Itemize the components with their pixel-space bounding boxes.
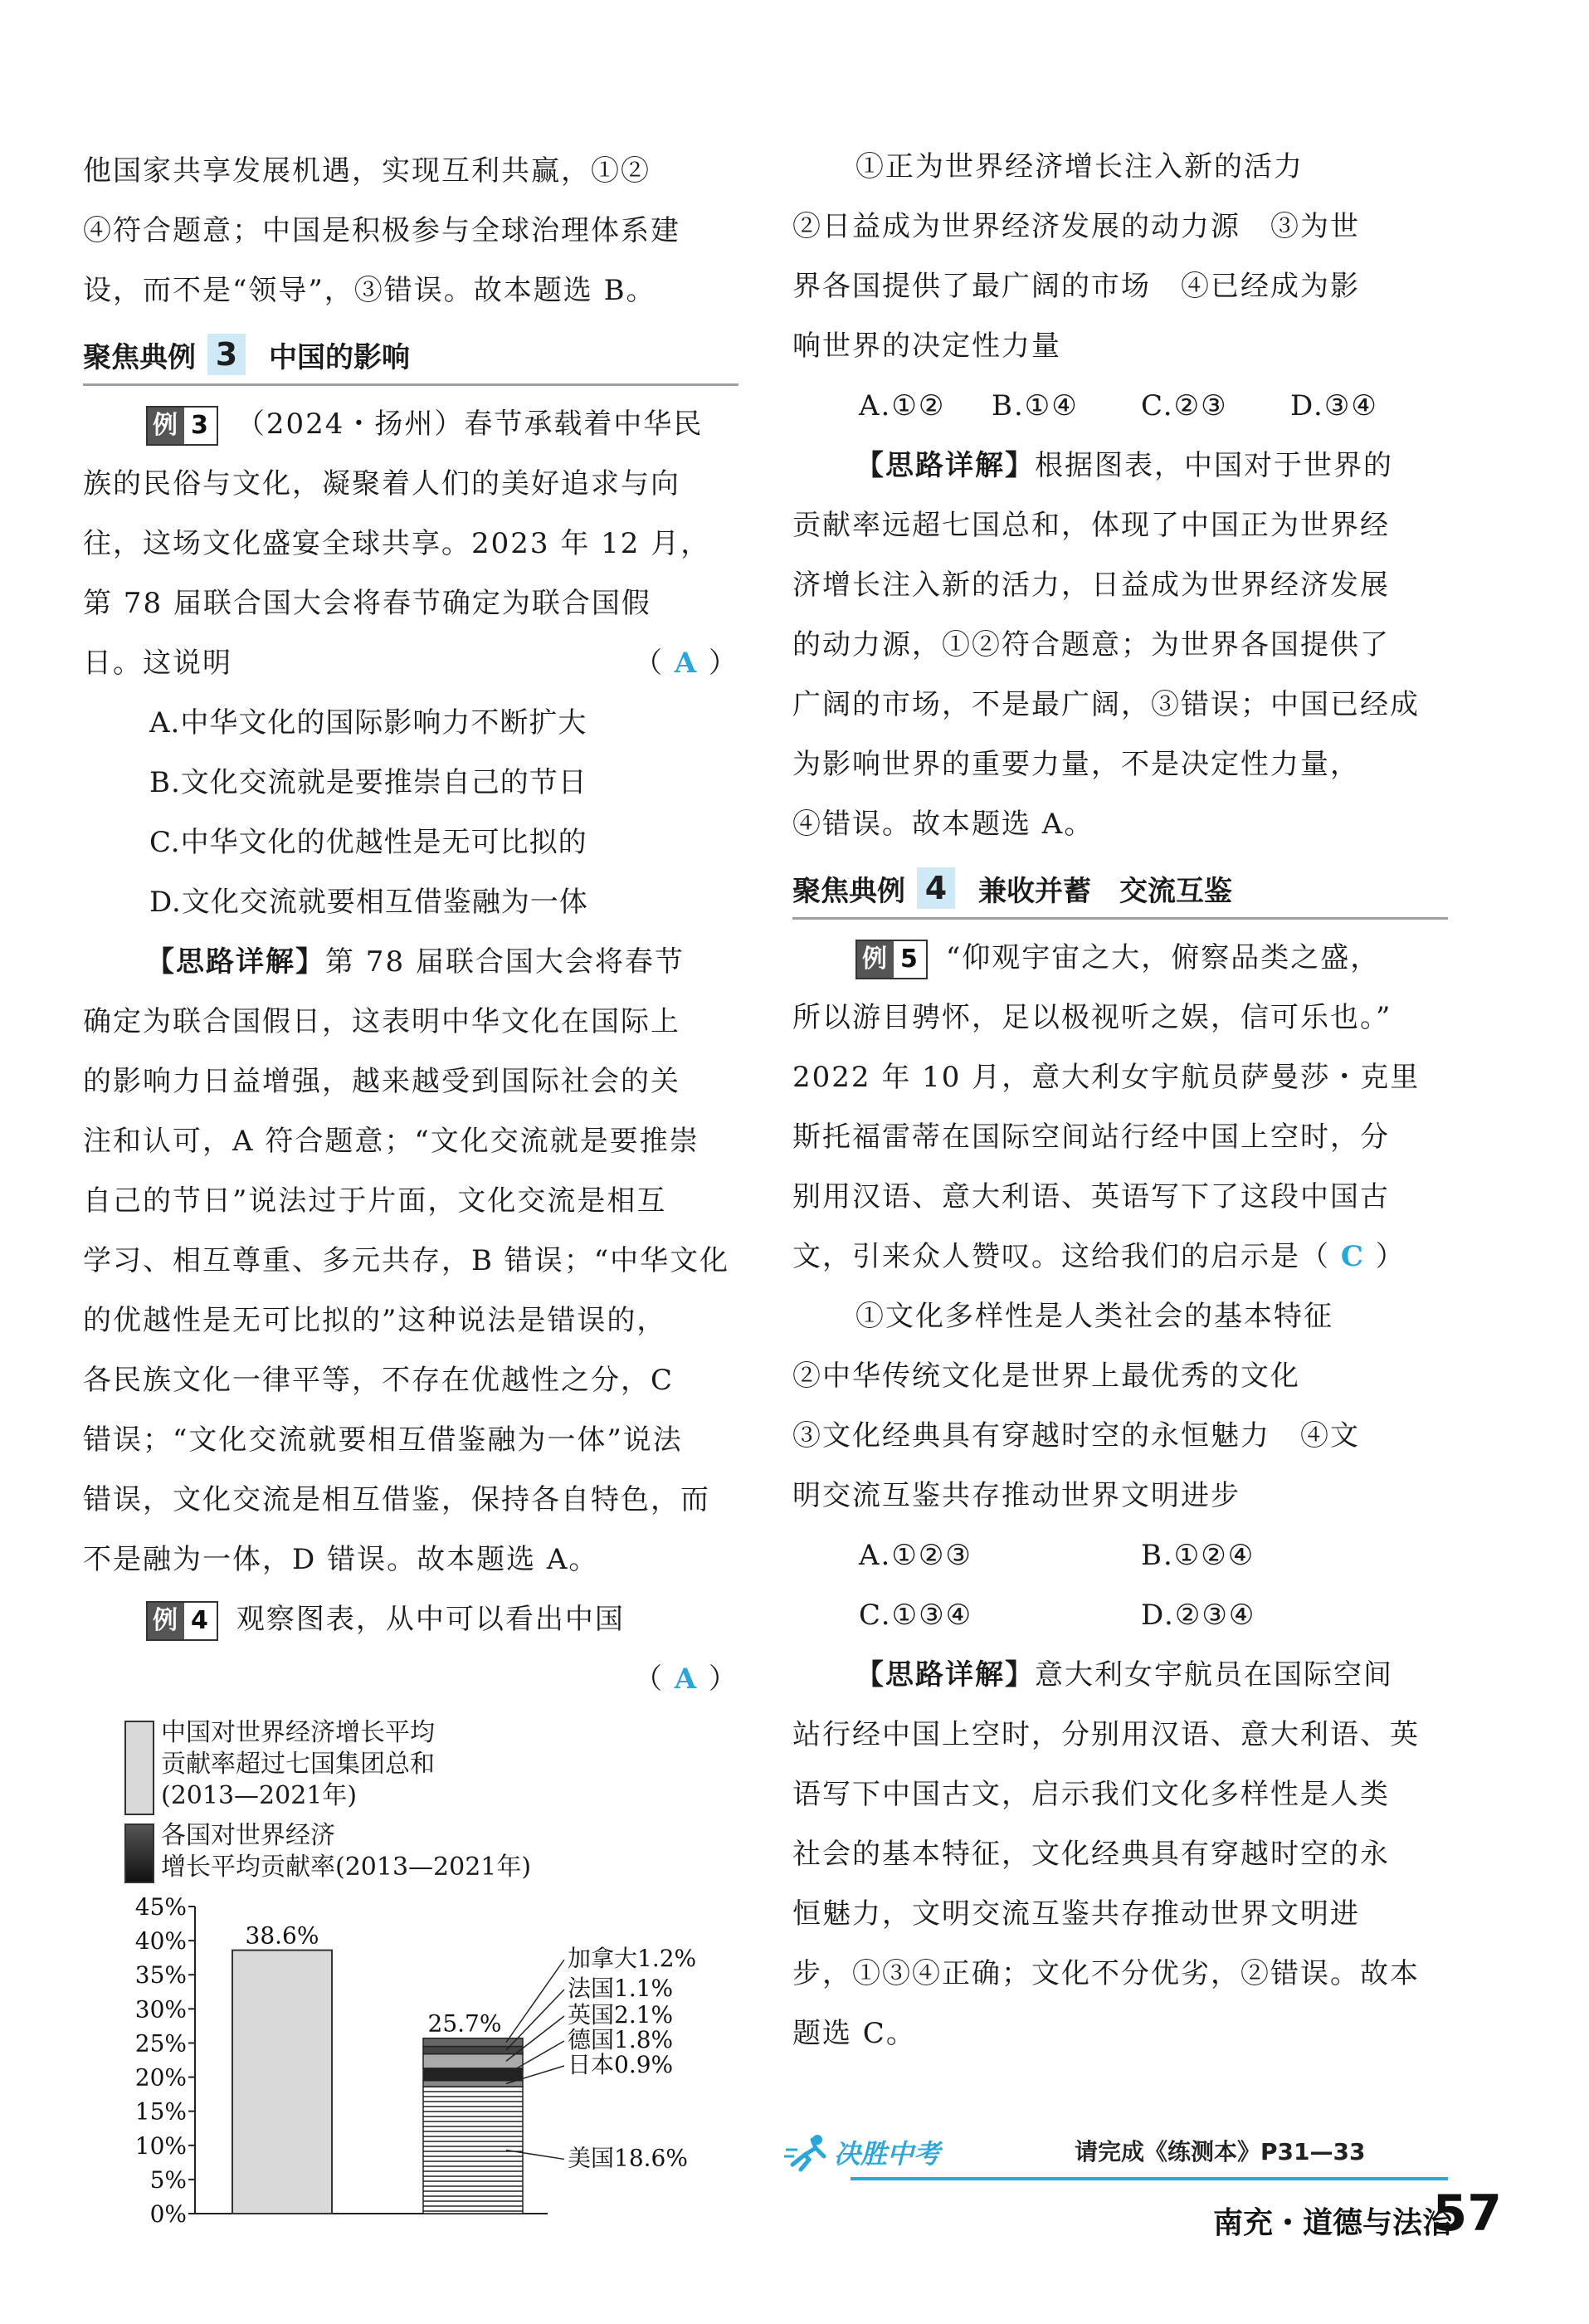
- chart-plot: [83, 1890, 738, 2239]
- text-line: 恒魅力，文明交流互鉴共存推动世界文明进: [792, 1897, 1360, 1931]
- example-3-stem: 例 3 （2024・扬州）春节承载着中华民: [83, 394, 738, 454]
- y-tick-label: 10%: [134, 2131, 187, 2160]
- y-tick-label: 5%: [149, 2165, 187, 2194]
- legend-label: 各国对世界经济 增长平均贡献率(2013—2021年): [161, 1821, 532, 1882]
- legend-label: 中国对世界经济增长平均 贡献率超过七国集团总和 (2013—2021年): [161, 1718, 435, 1810]
- bar-china: [232, 1950, 332, 2214]
- option: D.②③④: [1141, 1599, 1256, 1632]
- statement-line: 界各国提供了最广阔的市场 ④已经成为影: [792, 270, 1360, 303]
- bar-value-label: 38.6%: [245, 1921, 319, 1950]
- footer-divider: [851, 2177, 1448, 2180]
- option: C.②③: [1141, 389, 1228, 422]
- text-line: ④符合题意；中国是积极参与全球治理体系建: [83, 214, 680, 247]
- question-last-line: 文，引来众人赞叹。这给我们的启示是（ C ）: [792, 1240, 1406, 1273]
- text-line: 为影响世界的重要力量，不是决定性力量，: [792, 748, 1360, 781]
- option: C.①③④: [859, 1599, 973, 1632]
- text-line: 语写下中国古文，启示我们文化多样性是人类: [792, 1778, 1390, 1811]
- runner-logo: [784, 2129, 940, 2175]
- logo-text: 决胜中考: [834, 2138, 941, 2170]
- text-line: 学习、相互尊重、多元共存，B 错误；“中华文化: [83, 1244, 730, 1277]
- option: D.文化交流就要相互借鉴融为一体: [149, 886, 588, 919]
- option: B.文化交流就是要推崇自己的节日: [149, 766, 587, 799]
- runner-icon: [784, 2131, 834, 2173]
- y-tick-label: 25%: [134, 2029, 187, 2058]
- option: D.③④: [1290, 389, 1378, 422]
- text-line: 自己的节日”说法过于片面，文化交流是相互: [83, 1184, 667, 1218]
- y-tick-label: 0%: [149, 2200, 187, 2228]
- text-line: 他国家共享发展机遇，实现互利共赢，①②: [83, 154, 651, 188]
- statement-line: ②中华传统文化是世界上最优秀的文化: [792, 1360, 1300, 1393]
- statement-line: ①文化多样性是人类社会的基本特征: [855, 1300, 1333, 1333]
- analysis-first-line: 【思路详解】第 78 届联合国大会将春节: [146, 945, 685, 979]
- option: B.①②④: [1141, 1539, 1255, 1572]
- analysis-first-line: 【思路详解】根据图表，中国对于世界的: [855, 449, 1393, 482]
- analysis-label: 【思路详解】: [855, 1658, 1035, 1692]
- answer-mark: C: [1340, 1240, 1365, 1273]
- text-line: 广阔的市场，不是最广阔，③错误；中国已经成: [792, 688, 1420, 721]
- text-line: 所以游目骋怀，足以极视听之娱，信可乐也。”: [792, 1001, 1392, 1034]
- question-last-line: 日。这说明 （ A ）: [83, 633, 738, 693]
- option: C.中华文化的优越性是无可比拟的: [149, 826, 587, 859]
- answer-paren: （ A ）: [633, 647, 738, 680]
- text-line: 站行经中国上空时，分别用汉语、意大利语、英: [792, 1718, 1420, 1751]
- segment-label: 美国18.6%: [568, 2144, 688, 2172]
- leader-line: [506, 1960, 564, 2043]
- options-row: [792, 1526, 1448, 1585]
- statement-line: ③文化经典具有穿越时空的永恒魅力 ④文: [792, 1419, 1360, 1452]
- text-line: 注和认可，A 符合题意；“文化交流就是要推崇: [83, 1125, 699, 1158]
- example-4-stem: 例 4 观察图表，从中可以看出中国: [83, 1589, 738, 1649]
- statement-line: ②日益成为世界经济发展的动力源 ③为世: [792, 210, 1360, 243]
- page-subject: 南充・道德与法治: [1212, 2206, 1452, 2240]
- y-tick-label: 15%: [134, 2097, 187, 2126]
- y-tick-label: 35%: [134, 1961, 187, 1990]
- segment-label: 加拿大1.2%: [568, 1945, 697, 1972]
- y-tick-label: 30%: [134, 1995, 187, 2024]
- example-tag: 例 4: [146, 1601, 218, 1641]
- example-5-stem: 例 5 “仰观宇宙之大，俯察品类之盛，: [792, 928, 1448, 988]
- statement-line: 响世界的决定性力量: [792, 330, 1061, 363]
- segment-label: 法国1.1%: [568, 1975, 674, 2002]
- legend-swatch: [124, 1721, 154, 1815]
- option: A.中华文化的国际影响力不断扩大: [149, 706, 587, 740]
- text-line: 斯托福雷蒂在国际空间站行经中国上空时，分: [792, 1120, 1390, 1154]
- text-line: 题选 C。: [792, 2017, 916, 2050]
- text-line: 确定为联合国假日，这表明中华文化在国际上: [83, 1005, 680, 1038]
- text-line: 错误，文化交流是相互借鉴，保持各自特色，而: [83, 1483, 710, 1516]
- text-line: 设，而不是“领导”，③错误。故本题选 B。: [83, 274, 656, 307]
- text-line: 济增长注入新的活力，日益成为世界经济发展: [792, 569, 1390, 602]
- text-line: 第 78 届联合国大会将春节确定为联合国假: [83, 587, 651, 620]
- leader-line: [506, 1990, 564, 2050]
- analysis-first-line: 【思路详解】意大利女宇航员在国际空间: [855, 1658, 1393, 1692]
- legend-swatch: [124, 1824, 154, 1883]
- option: B.①④: [992, 389, 1079, 422]
- text-line: 往，这场文化盛宴全球共享。2023 年 12 月，: [83, 527, 711, 560]
- contribution-chart: [83, 1717, 738, 2228]
- segment-label: 英国2.1%: [568, 2001, 674, 2029]
- segment-label: 日本0.9%: [568, 2051, 674, 2078]
- text-line: 族的民俗与文化，凝聚着人们的美好追求与向: [83, 467, 680, 500]
- footer-cta: 请完成《练测本》P31—33: [1075, 2138, 1366, 2165]
- answer-mark: A: [674, 1662, 699, 1696]
- page-number: 57: [1432, 2185, 1502, 2243]
- example-tag: 例 3: [146, 406, 218, 446]
- section-number: 3: [207, 334, 246, 375]
- segment-label: 德国1.8%: [568, 2026, 674, 2053]
- text-line: 别用汉语、意大利语、英语写下了这段中国古: [792, 1180, 1390, 1213]
- y-tick-label: 45%: [134, 1893, 187, 1921]
- text-line: 步，①③④正确；文化不分优劣，②错误。故本: [792, 1957, 1420, 1990]
- text-line: 错误；“文化交流就要相互借鉴融为一体”说法: [83, 1423, 683, 1457]
- section-number: 4: [917, 867, 955, 909]
- text-line: 2022 年 10 月，意大利女宇航员萨曼莎・克里: [792, 1061, 1421, 1094]
- statement-line: ①正为世界经济增长注入新的活力: [855, 150, 1304, 183]
- section-title: 兼收并蓄 交流互鉴: [978, 874, 1232, 908]
- option: A.①②: [859, 389, 946, 422]
- text-line: 社会的基本特征，文化经典具有穿越时空的永: [792, 1838, 1390, 1871]
- bar-segment: [423, 2054, 523, 2068]
- y-tick-label: 20%: [134, 2063, 187, 2092]
- bar-segment: [423, 2068, 523, 2081]
- options-row: [792, 1585, 1448, 1645]
- text-line: 贡献率远超七国总和，体现了中国正为世界经: [792, 509, 1390, 542]
- section-label: 聚焦典例: [792, 874, 905, 908]
- text-line: 不是融为一体，D 错误。故本题选 A。: [83, 1543, 599, 1576]
- example-tag: 例 5: [855, 940, 928, 979]
- statement-line: 明交流互鉴共存推动世界文明进步: [792, 1479, 1240, 1512]
- footer-banner: [784, 2129, 1448, 2179]
- section-label: 聚焦典例: [83, 340, 196, 374]
- left-column: [83, 141, 738, 2228]
- option: A.①②③: [859, 1539, 972, 1572]
- analysis-label: 【思路详解】: [855, 449, 1035, 482]
- y-tick-label: 40%: [134, 1927, 187, 1955]
- text-line: 的优越性是无可比拟的”这种说法是错误的，: [83, 1304, 667, 1337]
- text-line: 的动力源，①②符合题意；为世界各国提供了: [792, 628, 1390, 662]
- analysis-label: 【思路详解】: [146, 945, 325, 979]
- options-row: [792, 376, 1448, 436]
- section-title: 中国的影响: [269, 340, 410, 374]
- answer-paren: （ A ）: [633, 1662, 738, 1696]
- section-header-4: [792, 859, 1448, 920]
- right-column: [792, 137, 1448, 2063]
- section-header-3: [83, 325, 738, 386]
- answer-mark: A: [674, 647, 699, 680]
- text-line: 各民族文化一律平等，不存在优越性之分，C: [83, 1364, 675, 1397]
- bar-value-label: 25.7%: [427, 2009, 502, 2038]
- text-line: 的影响力日益增强，越来越受到国际社会的关: [83, 1065, 680, 1098]
- text-line: ④错误。故本题选 A。: [792, 808, 1094, 841]
